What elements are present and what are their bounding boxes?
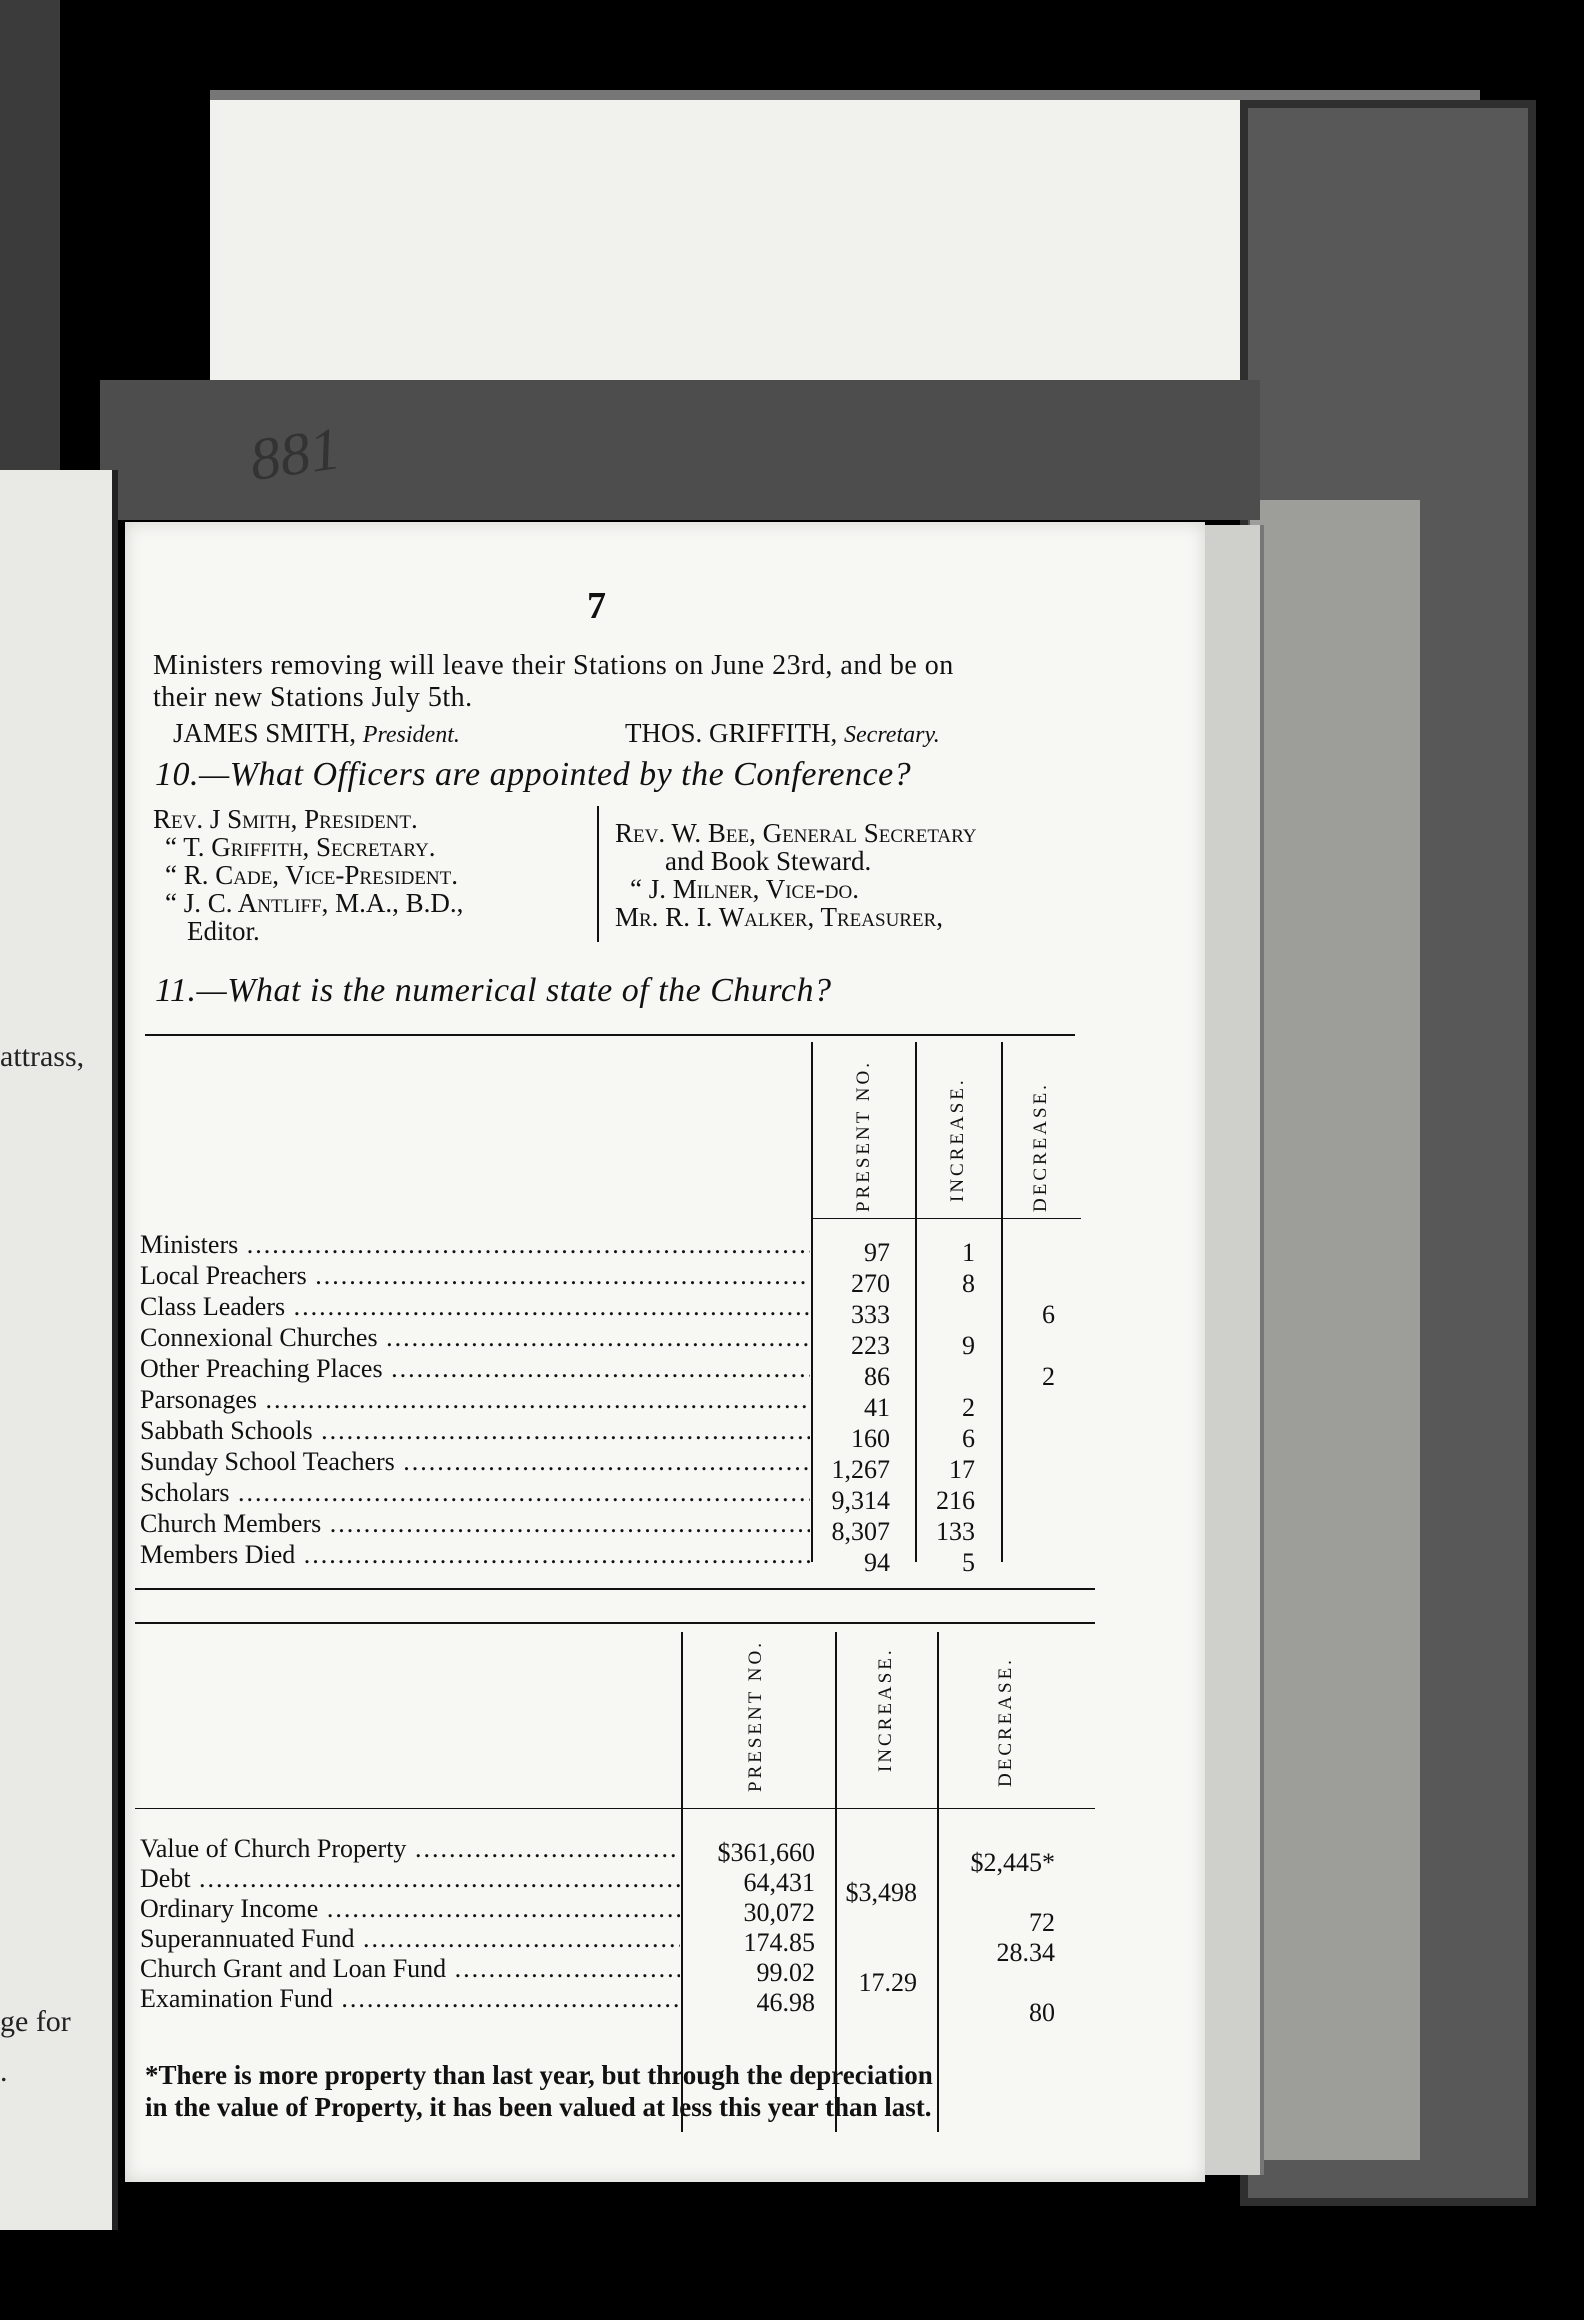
officer-left-4: “ J. C. Antliff, M.A., B.D., xyxy=(165,888,464,918)
cell-decrease: $2,445* xyxy=(970,1848,1055,1877)
left-page-fragment: attrass, xyxy=(0,1040,85,1073)
row-label: Ordinary Income ..... xyxy=(140,1894,680,1924)
cell-present: 174.85 xyxy=(743,1928,815,1957)
page-stack-edge xyxy=(1200,525,1264,2175)
table-separator-rule xyxy=(135,1588,1095,1590)
cell-present: 64,431 xyxy=(743,1868,815,1897)
left-page-fragment: ge for xyxy=(0,2005,71,2038)
table2-col-divider xyxy=(937,1632,939,2132)
cell-decrease: 80 xyxy=(1029,1998,1055,2027)
cell-decrease: 6 xyxy=(1042,1300,1055,1329)
row-label: Sabbath Schools ..... xyxy=(140,1416,810,1446)
cell-decrease: 2 xyxy=(1042,1362,1055,1391)
president-title: President. xyxy=(362,722,460,748)
table2-header-rule xyxy=(135,1808,1095,1809)
table2-top-rule xyxy=(135,1622,1095,1624)
row-label: Sunday School Teachers ..... xyxy=(140,1447,810,1477)
cell-increase: 6 xyxy=(962,1424,975,1453)
cell-present: 46.98 xyxy=(756,1988,815,2017)
cell-increase: 17 xyxy=(949,1455,975,1484)
cell-increase: 133 xyxy=(936,1517,975,1546)
cell-present: 333 xyxy=(851,1300,890,1329)
cell-present: 8,307 xyxy=(831,1517,890,1546)
cell-increase: 17.29 xyxy=(858,1968,917,1997)
row-label: Members Died ..... xyxy=(140,1540,810,1570)
cell-increase: 1 xyxy=(962,1238,975,1267)
table2-header-present: PRESENT NO. xyxy=(745,1640,766,1792)
president-signature xyxy=(173,718,460,749)
row-label: Ministers ..... xyxy=(140,1230,810,1260)
officer-left-2: “ T. Griffith, Secretary. xyxy=(165,832,436,862)
page-number: 7 xyxy=(587,585,606,627)
cell-increase: 216 xyxy=(936,1486,975,1515)
secretary-title: Secretary. xyxy=(844,722,940,748)
table1-header-increase: INCREASE. xyxy=(947,1077,968,1202)
question-11-heading: 11.—What is the numerical state of the Church? xyxy=(155,972,832,1009)
cell-present: 223 xyxy=(851,1331,890,1360)
question-10-heading: 10.—What Officers are appointed by the Conference? xyxy=(155,756,912,793)
footnote-line-1: *There is more property than last year, but through the depreciation xyxy=(145,2060,933,2090)
row-label: Local Preachers ..... xyxy=(140,1261,810,1291)
cell-increase: 2 xyxy=(962,1393,975,1422)
cell-present: 270 xyxy=(851,1269,890,1298)
officer-left-3: “ R. Cade, Vice-President. xyxy=(165,860,459,890)
secretary-name: THOS. GRIFFITH, xyxy=(625,718,838,748)
table1-header-present: PRESENT NO. xyxy=(853,1060,874,1212)
left-page xyxy=(0,470,118,2230)
officers-divider xyxy=(597,806,599,942)
row-label: Superannuated Fund ..... xyxy=(140,1924,680,1954)
officer-right-4: Mr. R. I. Walker, Treasurer, xyxy=(615,902,943,932)
cell-increase: 9 xyxy=(962,1331,975,1360)
row-label: Parsonages ..... xyxy=(140,1385,810,1415)
cell-present: 41 xyxy=(864,1393,890,1422)
table1-header-decrease: DECREASE. xyxy=(1030,1082,1051,1212)
row-label: Value of Church Property ..... xyxy=(140,1834,680,1864)
row-label: Class Leaders ..... xyxy=(140,1292,810,1322)
cell-increase: $3,498 xyxy=(845,1878,917,1907)
cell-present: $361,660 xyxy=(717,1838,815,1867)
cell-decrease: 28.34 xyxy=(996,1938,1055,1967)
officer-right-3: “ J. Milner, Vice-do. xyxy=(630,874,859,904)
cell-present: 1,267 xyxy=(831,1455,890,1484)
row-label: Scholars ..... xyxy=(140,1478,810,1508)
table1-header-rule xyxy=(811,1218,1081,1219)
book-spine xyxy=(0,0,60,470)
officer-right-2: and Book Steward. xyxy=(665,846,872,876)
row-label: Connexional Churches ..... xyxy=(140,1323,810,1353)
president-name: JAMES SMITH, xyxy=(173,718,357,748)
secretary-signature xyxy=(625,718,940,749)
cell-present: 97 xyxy=(864,1238,890,1267)
cell-decrease: 72 xyxy=(1029,1908,1055,1937)
row-label: Church Grant and Loan Fund ..... xyxy=(140,1954,680,1984)
notice-line-2: their new Stations July 5th. xyxy=(153,682,473,713)
handwritten-mark: 881 xyxy=(245,415,345,493)
cell-present: 86 xyxy=(864,1362,890,1391)
cell-present: 160 xyxy=(851,1424,890,1453)
cell-present: 30,072 xyxy=(743,1898,815,1927)
left-page-fragment: . xyxy=(0,2055,8,2088)
cell-increase: 5 xyxy=(962,1548,975,1577)
officer-right-1: Rev. W. Bee, General Secretary xyxy=(615,818,977,848)
torn-page-edge xyxy=(1250,500,1420,2160)
table2-header-increase: INCREASE. xyxy=(875,1647,896,1772)
table1-top-rule xyxy=(145,1034,1075,1036)
cell-increase: 8 xyxy=(962,1269,975,1298)
cell-present: 9,314 xyxy=(831,1486,890,1515)
row-label: Church Members ..... xyxy=(140,1509,810,1539)
row-label: Examination Fund ..... xyxy=(140,1984,680,2014)
table2-header-decrease: DECREASE. xyxy=(995,1657,1016,1787)
cell-present: 99.02 xyxy=(756,1958,815,1987)
cell-present: 94 xyxy=(864,1548,890,1577)
row-label: Debt ..... xyxy=(140,1864,680,1894)
officer-left-1: Rev. J Smith, President. xyxy=(153,804,418,834)
notice-line-1: Ministers removing will leave their Stations on June 23rd, and be on xyxy=(153,650,954,681)
row-label: Other Preaching Places ..... xyxy=(140,1354,810,1384)
footnote-line-2: in the value of Property, it has been valued at less this year than last. xyxy=(145,2092,932,2122)
officer-left-5: Editor. xyxy=(187,916,260,946)
document-page xyxy=(125,522,1205,2182)
